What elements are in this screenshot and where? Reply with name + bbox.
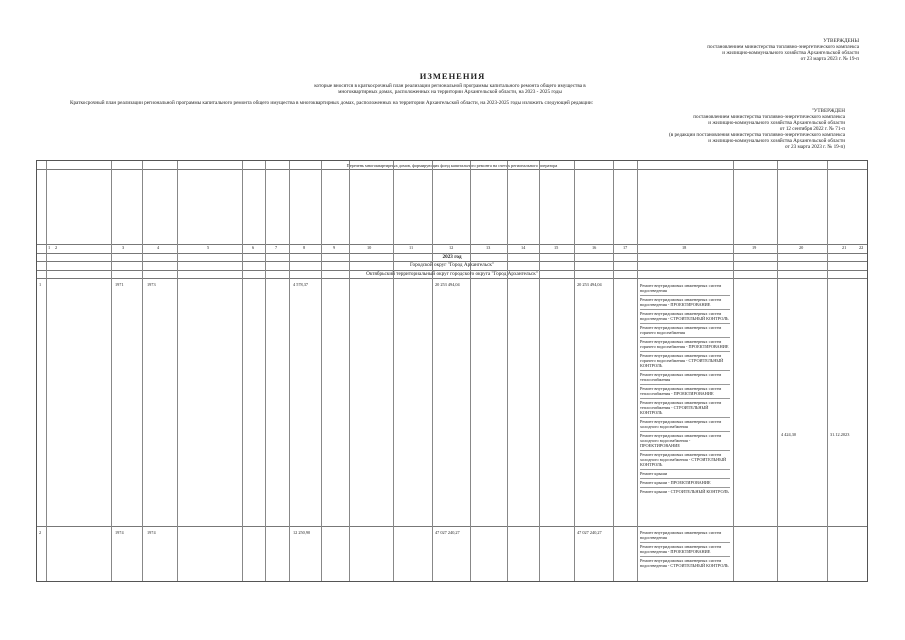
cost-b: 47 027 240,27 [577,530,602,535]
document-title: ИЗМЕНЕНИЯ [419,71,486,81]
approval2-line: постановлением министерства топливно-энергетического комплекса [693,114,845,120]
plan-table [36,160,868,582]
year-row: 2023 год [442,254,462,260]
approval-block [639,38,859,62]
col-number: 10 [367,245,372,250]
total-cost: 47 027 240,27 [435,530,460,535]
col-number: 15 [554,245,559,250]
work-item: Ремонт внутридомовых инженерных систем горячего водоснабжения - СТРОИТЕЛЬНЫЙ КОНТРОЛЬ [640,352,730,371]
col-number: 8 [303,245,306,250]
approval-line: и жилищно-коммунального хозяйства Архангельской области [722,50,859,56]
work-item: Ремонт крыши - ПРОЕКТИРОВАНИЕ [640,479,730,488]
work-item: Ремонт крыши - СТРОИТЕЛЬНЫЙ КОНТРОЛЬ [640,489,729,494]
cost-b: 20 253 494,04 [577,282,602,287]
table-top-caption: Перечень многоквартирных домов, формирующих фонд капитального ремонта на счетах регионального оператора [346,163,558,168]
col-number: 11 [409,245,414,250]
work-item: Ремонт внутридомовых инженерных систем водоотведения - СТРОИТЕЛЬНЫЙ КОНТРОЛЬ [640,558,729,568]
recon-year: 1973 [147,282,156,287]
col-number: 6 [252,245,255,250]
col-number: 18 [682,245,687,250]
work-item: Ремонт внутридомовых инженерных систем холодного водоснабжения - ПРОЕКТИРОВАНИЕ [640,432,730,451]
row-number: 1 [39,282,42,287]
col-number: 2 [55,245,58,250]
document-subtitle [240,83,660,95]
col-number: 12 [449,245,454,250]
row-number: 2 [39,530,42,535]
approval-line: постановлением министерства топливно-энергетического комплекса [707,44,859,50]
col-number: 19 [752,245,757,250]
approval-block-2 [595,108,845,150]
col-number: 9 [333,245,336,250]
col-number: 17 [623,245,628,250]
work-item: Ремонт крыши [640,470,730,479]
built-year: 1971 [115,282,124,287]
col-number: 21 [842,245,847,250]
col-number: 4 [157,245,160,250]
col-number: 5 [207,245,210,250]
total-area: 12 250,90 [293,530,311,535]
work-item: Ремонт внутридомовых инженерных систем холодного водоснабжения [640,418,730,432]
col-number: 7 [275,245,278,250]
cost-per-sqm: 4 424,30 [781,432,797,437]
subdistrict-row: Октябрьский территориальный округ городского округа "Город Архангельск" [366,271,538,277]
approval-line: от 23 марта 2023 г. № 19-п [800,56,859,62]
work-item: Ремонт внутридомовых инженерных систем теплоснабжения - ПРОЕКТИРОВАНИЕ [640,385,730,399]
work-item: Ремонт внутридомовых инженерных систем холодного водоснабжения - СТРОИТЕЛЬНЫЙ КОНТРОЛЬ [640,451,730,470]
work-item: Ремонт внутридомовых инженерных систем водоотведения - ПРОЕКТИРОВАНИЕ [640,296,730,310]
work-list [640,282,730,496]
approval2-line: и жилищно-коммунального хозяйства Архангельской области [708,120,845,126]
col-number: 20 [799,245,804,250]
work-item: Ремонт внутридомовых инженерных систем горячего водоснабжения - ПРОЕКТИРОВАНИЕ [640,338,730,352]
col-number: 3 [122,245,125,250]
work-item: Ремонт внутридомовых инженерных систем теплоснабжения [640,371,730,385]
subtitle-line: многоквартирных домах, расположенных на территории Архангельской области, на 2023 - 2025 годы [338,89,562,95]
built-year: 1974 [115,530,124,535]
district-row: Городской округ "Город Архангельск" [409,262,495,268]
col-number: 14 [521,245,526,250]
approval-line: УТВЕРЖДЕНЫ [823,38,859,44]
approval2-line: от 23 марта 2023 г. № 19-п) [784,144,845,150]
work-item: Ремонт внутридомовых инженерных систем водоотведения [640,529,730,543]
deadline: 31.12.2023 [830,432,850,437]
approval2-line: и жилищно-коммунального хозяйства Архангельской области [708,138,845,144]
work-item: Ремонт внутридомовых инженерных систем водоотведения - СТРОИТЕЛЬНЫЙ КОНТРОЛЬ [640,310,730,324]
approval2-line: "УТВЕРЖДЕН [811,108,845,114]
col-number: 22 [859,245,864,250]
work-list-row2 [640,529,730,570]
recon-year: 1974 [147,530,156,535]
col-number: 13 [486,245,491,250]
col-number: 16 [592,245,597,250]
total-area: 4 578,37 [293,282,309,287]
total-cost: 20 253 494,04 [435,282,460,287]
approval2-line: (в редакции постановления министерства топливно-энергетического комплекса [669,132,845,138]
intro-text: Краткосрочный план реализации региональной программы капитального ремонта общего имущества в многоквартирных домах, расположенных на территории Архангельской области, на 2023-2025 годы изложить следующей редакции: [70,100,594,106]
col-number: 1 [48,245,51,250]
subtitle-line: которые вносятся в краткосрочный план реализации региональной программы капитального ремонта общего имущества в [314,83,586,89]
approval2-line: от 12 сентября 2022 г. № 71-п [779,126,845,132]
work-item: Ремонт внутридомовых инженерных систем водоотведения - ПРОЕКТИРОВАНИЕ [640,543,730,557]
work-item: Ремонт внутридомовых инженерных систем водоотведения [640,282,730,296]
work-item: Ремонт внутридомовых инженерных систем теплоснабжения - СТРОИТЕЛЬНЫЙ КОНТРОЛЬ [640,399,730,418]
work-item: Ремонт внутридомовых инженерных систем горячего водоснабжения [640,324,730,338]
